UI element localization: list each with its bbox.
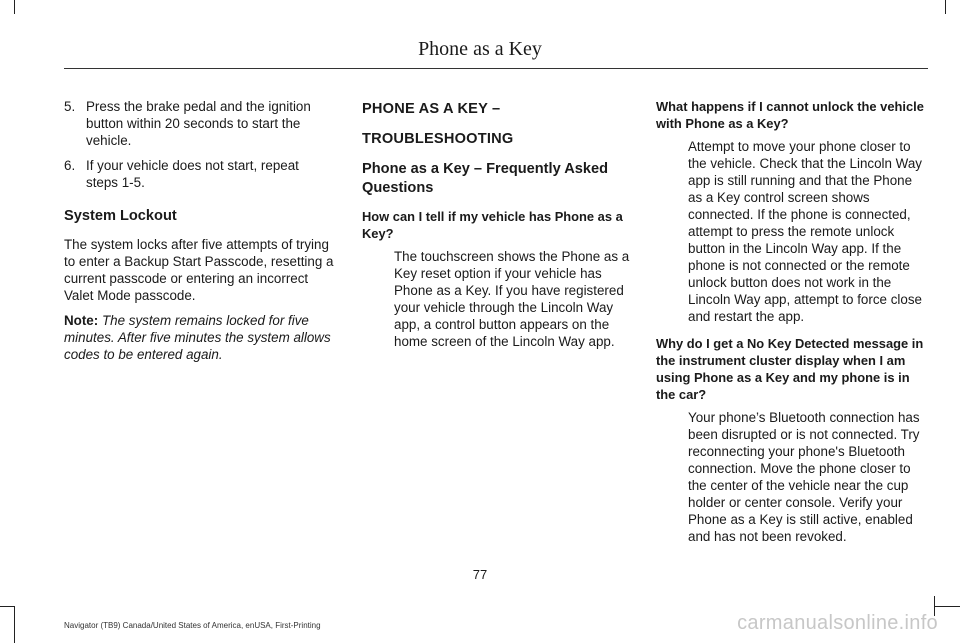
chapter-heading-line2: TROUBLESHOOTING: [362, 131, 514, 147]
faq-question: What happens if I cannot unlock the vehicle with Phone as a Key?: [656, 99, 924, 131]
watermark: carmanualsonline.info: [737, 612, 938, 634]
faq-question: Why do I get a No Key Detected message in the instrument cluster display when I am using Phone as a Key and my phone is in the car?: [656, 336, 924, 402]
footer-text: Navigator (TB9) Canada/United States of America, enUSA, First-Printing: [64, 621, 321, 630]
section-heading-system-lockout: System Lockout: [64, 208, 177, 224]
lockout-paragraph: The system locks after five attempts of trying to enter a Backup Start Passcode, resetting a current passcode or entering an incorrect Valet Mode passcode.: [64, 237, 334, 303]
faq-answer: Attempt to move your phone closer to the vehicle. Check that the Lincoln Way app is still running and that the Phone as a Key control screen shows connected. If the phone is connected, attempt to press the remote unlock button in the Lincoln Way app. If the phone is not connected or the remote unlock button does not work in the Lincoln Way app, attempt to force close and restart the app.: [688, 139, 922, 324]
column-middle: [362, 98, 632, 360]
faq-answer: Your phone’s Bluetooth connection has been disrupted or is not connected. Try reconnecting your phone's Bluetooth connection. Move the phone closer to the center of the vehicle near the cup holder or center console. Verify your Phone as a Key is still active, enabled and has not been revoked.: [688, 410, 920, 544]
header-rule: [64, 68, 928, 69]
note-text: The system remains locked for five minutes. After five minutes the system allows codes to be entered again.: [64, 313, 331, 362]
crop-mark-top-right: [945, 0, 946, 14]
faq-answer: The touchscreen shows the Phone as a Key reset option if your vehicle has Phone as a Key. If you have registered your vehicle through the Lincoln Way app, a control button appears on the home screen of the Lincoln Way app.: [394, 249, 630, 349]
crop-mark-bottom-left-v: [14, 606, 15, 643]
note-label: Note:: [64, 313, 99, 328]
step-item: [64, 157, 334, 191]
step-item: [64, 98, 334, 149]
crop-mark-bottom-right-h: [935, 606, 960, 607]
step-text: If your vehicle does not start, repeat steps 1-5.: [86, 158, 299, 190]
step-number: 6.: [64, 158, 76, 173]
step-text: Press the brake pedal and the ignition button within 20 seconds to start the vehicle.: [86, 99, 311, 148]
page-number: 77: [472, 567, 488, 582]
crop-mark-bottom-left-h: [0, 606, 14, 607]
chapter-heading: [362, 98, 632, 150]
note: [64, 312, 334, 363]
chapter-heading-line1: PHONE AS A KEY –: [362, 101, 501, 117]
page-title: Phone as a Key: [418, 38, 542, 60]
faq-question: How can I tell if my vehicle has Phone as a Key?: [362, 209, 623, 241]
step-number: 5.: [64, 99, 76, 114]
faq-heading: Phone as a Key – Frequently Asked Questions: [362, 161, 609, 196]
crop-mark-top-left: [14, 0, 15, 14]
column-right: [656, 98, 928, 555]
column-left: [64, 98, 334, 371]
